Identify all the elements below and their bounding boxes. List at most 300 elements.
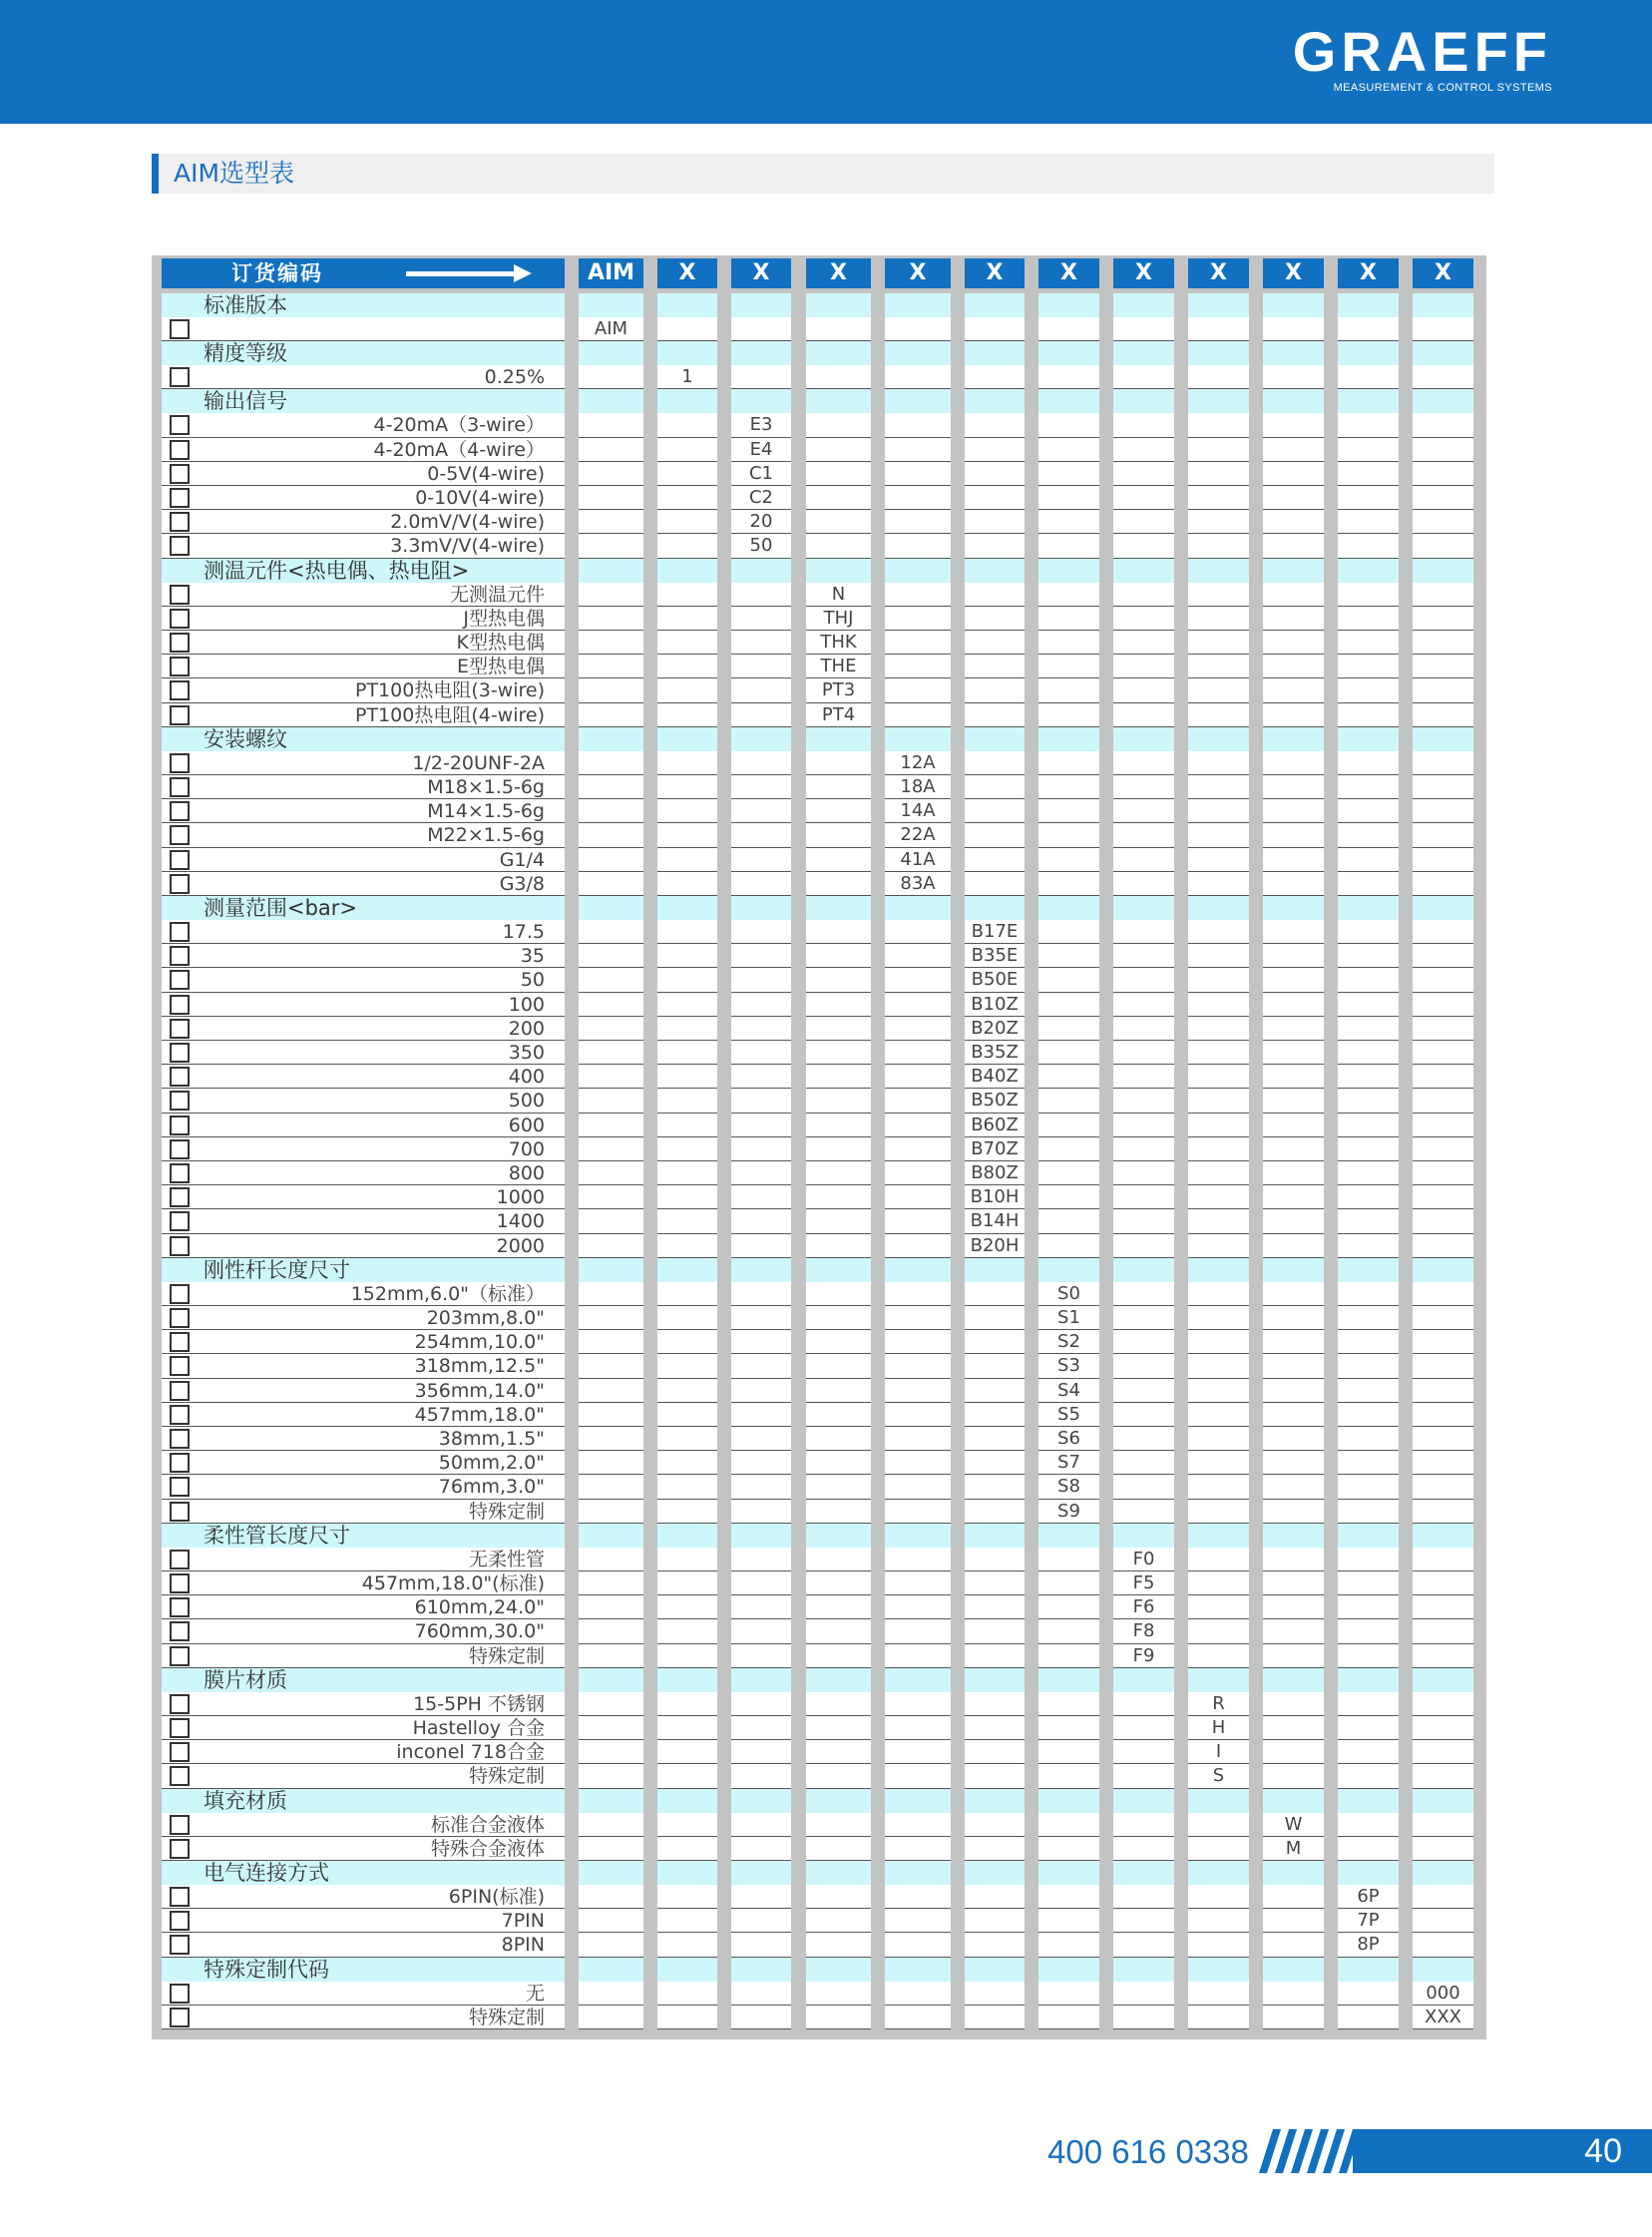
code-cell (1263, 438, 1324, 462)
code-cell (579, 510, 643, 534)
code-cell (1263, 848, 1324, 872)
code-cell (885, 655, 951, 678)
option-row (152, 1209, 1486, 1233)
category-title: 电气连接方式 (204, 1861, 329, 1885)
option-checkbox[interactable] (170, 319, 190, 339)
option-label: K型热电偶 (456, 632, 545, 654)
code-cell (657, 1524, 717, 1548)
code-cell (731, 1619, 791, 1643)
code-cell (1413, 1306, 1473, 1330)
code-cell (885, 1306, 951, 1330)
code-cell (1113, 317, 1174, 341)
option-row (152, 751, 1486, 775)
code-cell (1413, 655, 1473, 678)
code-cell (1413, 1330, 1473, 1354)
option-checkbox[interactable] (170, 995, 190, 1015)
code-cell (885, 1789, 951, 1813)
code-cell (1188, 1958, 1249, 1982)
code-cell (579, 775, 643, 799)
code-cell (1338, 1668, 1399, 1692)
option-label: 600 (508, 1114, 545, 1136)
code-cell (1113, 462, 1174, 486)
option-label: 610mm,24.0" (414, 1596, 545, 1619)
code-cell (1413, 1403, 1473, 1427)
code-cell (1113, 2006, 1174, 2029)
option-label: 无测温元件 (449, 583, 545, 606)
option-row (152, 1017, 1486, 1041)
code-cell (579, 1524, 643, 1548)
code-cell (1413, 1065, 1473, 1089)
option-code: C2 (748, 487, 774, 508)
code-cell (1188, 872, 1249, 896)
code-cell (1338, 1619, 1399, 1643)
code-cell (1038, 631, 1099, 655)
option-code: F8 (1132, 1620, 1155, 1642)
code-cell (965, 1500, 1025, 1524)
code-cell (1338, 389, 1399, 413)
code-cell (885, 1595, 951, 1619)
code-cell (1338, 872, 1399, 896)
code-cell (657, 462, 717, 486)
option-label: 400 (508, 1066, 545, 1089)
option-checkbox[interactable] (170, 801, 190, 821)
option-row (152, 920, 1486, 944)
option-row (152, 1500, 1486, 1524)
option-code: E4 (749, 438, 773, 460)
code-cell (1413, 1041, 1473, 1065)
code-cell (1338, 799, 1399, 823)
option-checkbox[interactable] (170, 1718, 190, 1738)
code-cell (885, 365, 951, 389)
code-cell (1113, 389, 1174, 413)
option-row (152, 678, 1486, 702)
option-checkbox[interactable] (170, 609, 190, 629)
option-checkbox[interactable] (170, 1429, 190, 1449)
option-code: E3 (749, 414, 773, 436)
code-cell (1263, 1933, 1324, 1957)
code-cell (1413, 1185, 1473, 1209)
code-cell (885, 293, 951, 317)
option-checkbox[interactable] (170, 1766, 190, 1786)
option-checkbox[interactable] (170, 657, 190, 676)
code-cell (579, 341, 643, 365)
code-cell (1263, 823, 1324, 847)
option-label: 2000 (496, 1234, 545, 1257)
option-row (152, 1885, 1486, 1909)
header-order-code (162, 258, 565, 288)
option-checkbox[interactable] (170, 1573, 190, 1593)
code-cell (1113, 1885, 1174, 1909)
code-cell (806, 1330, 871, 1354)
code-cell (579, 1837, 643, 1861)
header-column-7: X (1038, 258, 1099, 288)
option-checkbox[interactable] (170, 1381, 190, 1401)
code-cell (1338, 317, 1399, 341)
code-cell (1413, 872, 1473, 896)
code-cell (885, 993, 951, 1017)
code-cell (1113, 799, 1174, 823)
code-cell (885, 1716, 951, 1740)
code-cell (579, 920, 643, 944)
code-cell (579, 607, 643, 631)
option-checkbox[interactable] (170, 440, 190, 460)
option-checkbox[interactable] (170, 488, 190, 508)
option-checkbox[interactable] (170, 1911, 190, 1931)
code-cell (1188, 389, 1249, 413)
code-cell (1263, 799, 1324, 823)
code-cell (731, 1234, 791, 1258)
code-cell (1188, 920, 1249, 944)
code-cell (885, 1427, 951, 1451)
option-checkbox[interactable] (170, 1139, 190, 1159)
code-cell (1413, 1089, 1473, 1113)
code-cell (1113, 1958, 1174, 1982)
code-cell (579, 1571, 643, 1595)
option-checkbox[interactable] (170, 1477, 190, 1497)
option-row (152, 823, 1486, 847)
code-cell (1038, 1813, 1099, 1837)
code-cell (1113, 1524, 1174, 1548)
option-checkbox[interactable] (170, 946, 190, 966)
code-cell (1263, 993, 1324, 1017)
code-cell (657, 1500, 717, 1524)
option-checkbox[interactable] (170, 922, 190, 942)
code-cell (885, 1764, 951, 1788)
option-code: 41A (900, 848, 936, 870)
option-code: S (1212, 1765, 1225, 1787)
code-cell (1413, 1354, 1473, 1378)
code-cell (806, 1885, 871, 1909)
code-cell (1038, 1041, 1099, 1065)
code-cell (731, 1716, 791, 1740)
code-cell (579, 1692, 643, 1716)
code-cell (1038, 1065, 1099, 1089)
option-checkbox[interactable] (170, 825, 190, 845)
option-label: 无 (525, 1982, 545, 2005)
code-cell (657, 1017, 717, 1041)
code-cell (965, 317, 1025, 341)
code-cell (1338, 1234, 1399, 1258)
option-code: B40Z (971, 1066, 1019, 1088)
code-cell (1038, 1861, 1099, 1885)
code-cell (1263, 1789, 1324, 1813)
option-checkbox[interactable] (170, 464, 190, 484)
code-cell (965, 1379, 1025, 1403)
code-cell (1338, 944, 1399, 968)
option-checkbox[interactable] (170, 1935, 190, 1955)
option-row (152, 1306, 1486, 1330)
code-cell (1113, 438, 1174, 462)
code-cell (1038, 486, 1099, 510)
code-cell (1263, 1958, 1324, 1982)
option-checkbox[interactable] (170, 1043, 190, 1063)
code-cell (1338, 920, 1399, 944)
code-cell (1038, 848, 1099, 872)
code-cell (1188, 1644, 1249, 1668)
code-cell (1113, 1161, 1174, 1185)
option-checkbox[interactable] (170, 585, 190, 605)
option-checkbox[interactable] (170, 1019, 190, 1039)
option-checkbox[interactable] (170, 705, 190, 725)
code-cell (1413, 1644, 1473, 1668)
option-label: 50 (520, 969, 545, 992)
code-cell (731, 1209, 791, 1233)
code-cell (657, 1958, 717, 1982)
code-cell (806, 559, 871, 583)
code-cell (965, 1306, 1025, 1330)
header-column-12: X (1413, 258, 1473, 288)
code-cell (731, 631, 791, 655)
option-checkbox[interactable] (170, 970, 190, 990)
option-checkbox[interactable] (170, 1694, 190, 1714)
header-column-4: X (806, 258, 871, 288)
code-cell (657, 341, 717, 365)
code-cell (579, 1209, 643, 1233)
option-code: THJ (823, 607, 854, 629)
option-row (152, 1595, 1486, 1619)
code-cell (1338, 1065, 1399, 1089)
code-cell (731, 775, 791, 799)
code-cell (1263, 1861, 1324, 1885)
option-checkbox[interactable] (170, 1067, 190, 1087)
option-checkbox[interactable] (170, 1211, 190, 1231)
code-cell (731, 1933, 791, 1957)
code-cell (1113, 1330, 1174, 1354)
code-cell (1113, 1740, 1174, 1764)
option-checkbox[interactable] (170, 633, 190, 653)
code-cell (806, 1379, 871, 1403)
code-cell (657, 1403, 717, 1427)
option-row (152, 1619, 1486, 1643)
code-cell (1413, 678, 1473, 702)
option-checkbox[interactable] (170, 1502, 190, 1522)
code-cell (1188, 1571, 1249, 1595)
code-cell (731, 1403, 791, 1427)
code-cell (579, 678, 643, 702)
code-cell (1263, 1065, 1324, 1089)
code-cell (731, 1500, 791, 1524)
option-label: 356mm,14.0" (414, 1379, 545, 1402)
code-cell (1263, 1114, 1324, 1137)
option-checkbox[interactable] (170, 367, 190, 387)
code-cell (657, 1740, 717, 1764)
code-cell (1188, 1475, 1249, 1499)
code-cell (1038, 1740, 1099, 1764)
code-cell (1263, 775, 1324, 799)
code-cell (731, 1861, 791, 1885)
option-label: 500 (508, 1090, 545, 1113)
code-cell (579, 872, 643, 896)
code-cell (657, 993, 717, 1017)
code-cell (1338, 1571, 1399, 1595)
option-checkbox[interactable] (170, 1742, 190, 1762)
code-cell (885, 389, 951, 413)
code-cell (965, 1571, 1025, 1595)
code-cell (1338, 1716, 1399, 1740)
code-cell (885, 1909, 951, 1933)
code-cell (1038, 389, 1099, 413)
option-checkbox[interactable] (170, 1453, 190, 1473)
code-cell (1338, 896, 1399, 920)
code-cell (1113, 631, 1174, 655)
code-cell (1338, 727, 1399, 751)
option-checkbox[interactable] (170, 1356, 190, 1376)
code-cell (1188, 1137, 1249, 1161)
code-cell (1113, 1427, 1174, 1451)
option-checkbox[interactable] (170, 777, 190, 797)
option-checkbox[interactable] (170, 1597, 190, 1617)
option-row (152, 1475, 1486, 1499)
code-cell (1038, 655, 1099, 678)
code-cell (1038, 1017, 1099, 1041)
code-cell (731, 655, 791, 678)
option-checkbox[interactable] (170, 1550, 190, 1569)
option-label: 457mm,18.0"(标准) (361, 1572, 545, 1594)
code-cell (806, 1524, 871, 1548)
code-cell (657, 1789, 717, 1813)
code-cell (1263, 1571, 1324, 1595)
code-cell (657, 559, 717, 583)
code-cell (1413, 486, 1473, 510)
option-checkbox[interactable] (170, 415, 190, 435)
code-cell (657, 872, 717, 896)
code-cell (1188, 1161, 1249, 1185)
code-cell (885, 341, 951, 365)
code-cell (1263, 1354, 1324, 1378)
code-cell (1338, 1451, 1399, 1475)
code-cell (1338, 775, 1399, 799)
option-row (152, 534, 1486, 558)
option-checkbox[interactable] (170, 1984, 190, 2004)
option-row (152, 1403, 1486, 1427)
code-cell (657, 413, 717, 437)
code-cell (885, 1958, 951, 1982)
option-code: 7P (1357, 1910, 1380, 1932)
option-code: S4 (1057, 1379, 1080, 1401)
code-cell (806, 1089, 871, 1113)
code-cell (806, 1451, 871, 1475)
code-cell (1038, 993, 1099, 1017)
option-checkbox[interactable] (170, 1236, 190, 1256)
option-row (152, 1185, 1486, 1209)
selection-table (152, 255, 1486, 2039)
code-cell (965, 2006, 1025, 2029)
code-cell (1338, 341, 1399, 365)
code-cell (885, 1137, 951, 1161)
code-cell (1038, 1644, 1099, 1668)
option-label: 700 (508, 1137, 545, 1160)
code-cell (1338, 1692, 1399, 1716)
header-column-11: X (1338, 258, 1399, 288)
code-cell (1113, 1764, 1174, 1788)
option-code: 6P (1357, 1886, 1380, 1907)
option-checkbox[interactable] (170, 874, 190, 894)
option-checkbox[interactable] (170, 1405, 190, 1425)
code-cell (657, 1692, 717, 1716)
row-label-cell (162, 1137, 565, 1161)
code-cell (965, 559, 1025, 583)
code-cell (965, 775, 1025, 799)
code-cell (885, 486, 951, 510)
code-cell (1113, 413, 1174, 437)
code-cell (1338, 1958, 1399, 1982)
code-cell (806, 993, 871, 1017)
code-cell (657, 1306, 717, 1330)
option-checkbox[interactable] (170, 850, 190, 870)
code-cell (1038, 2006, 1099, 2029)
code-cell (1113, 1089, 1174, 1113)
code-cell (1338, 1982, 1399, 2006)
code-cell (885, 1524, 951, 1548)
code-cell (1188, 534, 1249, 558)
code-cell (657, 1234, 717, 1258)
option-checkbox[interactable] (170, 1187, 190, 1207)
code-cell (1338, 510, 1399, 534)
code-cell (1113, 1692, 1174, 1716)
option-checkbox[interactable] (170, 1621, 190, 1641)
option-checkbox[interactable] (170, 2008, 190, 2027)
option-checkbox[interactable] (170, 753, 190, 773)
code-cell (1263, 1161, 1324, 1185)
code-cell (731, 968, 791, 992)
code-cell (579, 1933, 643, 1957)
code-cell (731, 1764, 791, 1788)
option-row (152, 1740, 1486, 1764)
code-cell (1413, 607, 1473, 631)
option-code: I (1215, 1741, 1222, 1763)
option-checkbox[interactable] (170, 1887, 190, 1907)
option-checkbox[interactable] (170, 1815, 190, 1835)
option-code: B17E (971, 921, 1019, 942)
option-label: inconel 718合金 (396, 1741, 545, 1764)
code-cell (806, 1933, 871, 1957)
option-checkbox[interactable] (170, 1308, 190, 1328)
option-checkbox[interactable] (170, 1091, 190, 1111)
option-checkbox[interactable] (170, 512, 190, 532)
option-checkbox[interactable] (170, 1839, 190, 1859)
code-cell (1188, 510, 1249, 534)
code-cell (1188, 678, 1249, 702)
code-cell (885, 438, 951, 462)
code-cell (1263, 1427, 1324, 1451)
option-row (152, 631, 1486, 655)
option-checkbox[interactable] (170, 1116, 190, 1135)
code-cell (579, 944, 643, 968)
code-cell (965, 1282, 1025, 1306)
code-cell (1338, 1524, 1399, 1548)
option-checkbox[interactable] (170, 1332, 190, 1352)
option-checkbox[interactable] (170, 1163, 190, 1183)
category-row (152, 1789, 1486, 1813)
code-cell (1038, 607, 1099, 631)
code-cell (806, 1789, 871, 1813)
code-cell (1113, 1017, 1174, 1041)
option-code: H (1211, 1717, 1226, 1738)
code-cell (806, 823, 871, 847)
code-cell (1188, 438, 1249, 462)
code-cell (579, 1716, 643, 1740)
option-checkbox[interactable] (170, 1284, 190, 1304)
option-checkbox[interactable] (170, 680, 190, 700)
code-cell (965, 607, 1025, 631)
option-row (152, 1909, 1486, 1933)
option-code: 18A (900, 776, 936, 797)
code-cell (1263, 944, 1324, 968)
option-checkbox[interactable] (170, 536, 190, 556)
option-label: 4-20mA（3-wire） (373, 414, 545, 437)
option-checkbox[interactable] (170, 1646, 190, 1666)
code-cell (1263, 1451, 1324, 1475)
